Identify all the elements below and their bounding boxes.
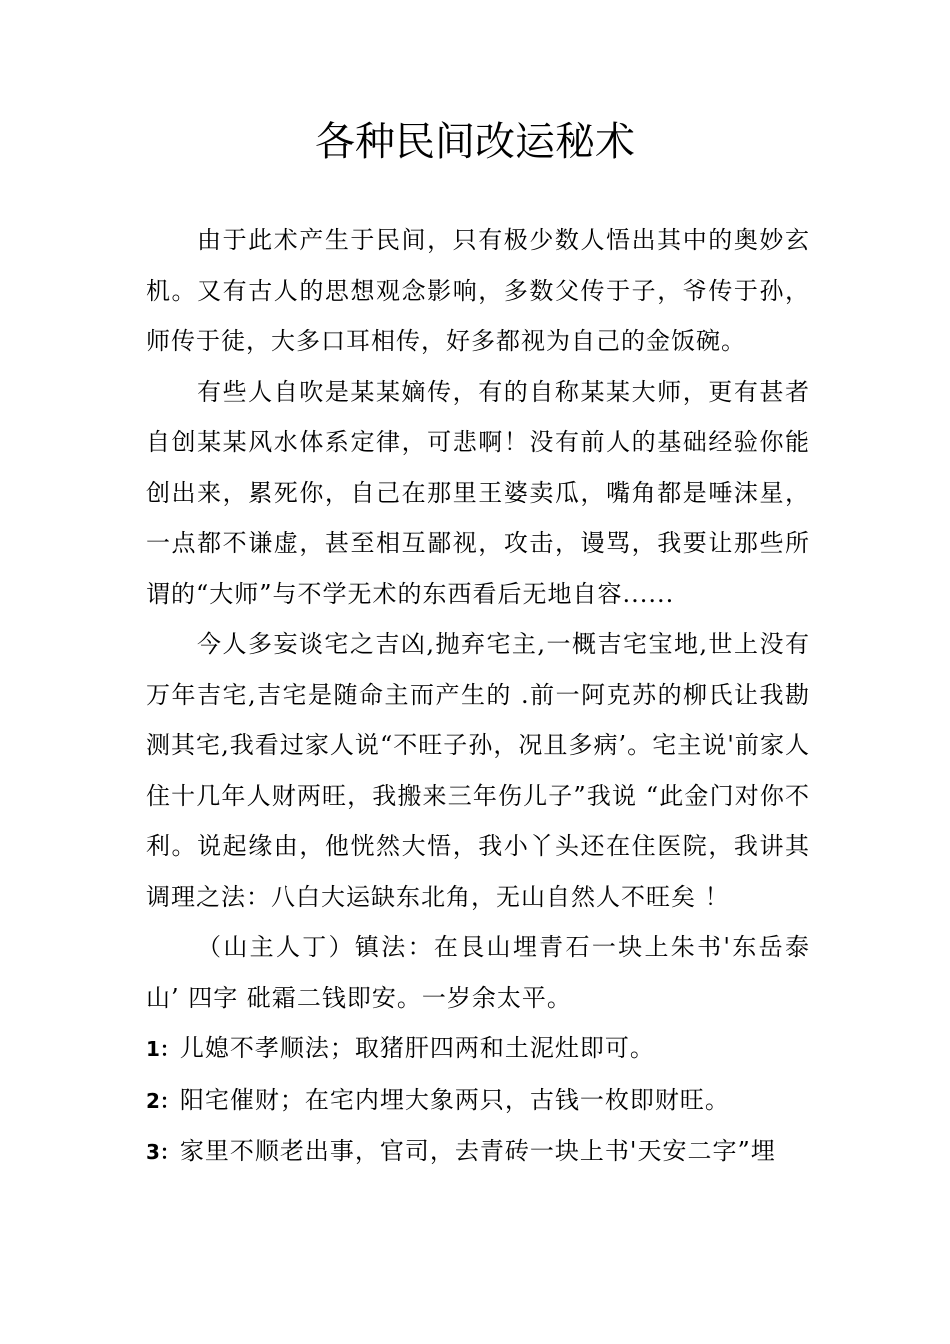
paragraph-case-story: 今人多妄谈宅之吉凶,抛弃宅主,一概吉宅宝地,世上没有万年吉宅,吉宅是随命主而产生的 .前一阿克苏的柳氏让我勘测其宅,我看过家人说“不旺子孙，况且多病’。宅主说'前家人住十几年人财两旺，我搬来三年伤儿子”我说 “此金门对你不利。说起缘由，他恍然大悟，我小丫头还在住医院，我讲其调理之法：八白大运缺东北角，无山自然人不旺矣 ！ [146,630,810,911]
document-title: 各种民间改运秘术 [315,119,635,165]
list-item-text: 阳宅催财；在宅内埋大象两只，古钱一枚即财旺。 [179,1085,730,1114]
list-item-number: 1： [146,1037,180,1061]
list-item-number: 2： [146,1088,180,1113]
paragraph-criticism: 有些人自吹是某某嫡传，有的自称某某大师，更有甚者自创某某风水体系定律，可悲啊！没有前人的基础经验你能创出来，累死你，自己在那里王婆卖瓜，嘴角都是唾沫星，一点都不谦虚，甚至相互鄙视，攻击，谩骂，我要让那些所谓的“大师”与不学无术的东西看后无地自容...... [146,377,810,608]
list-item-text: 儿媳不孝顺法；取猪肝四两和土泥灶即可。 [179,1034,655,1062]
list-item-text: 家里不顺老出事，官司，去青砖一块上书'天安二字”埋 [179,1137,776,1165]
document-body [146,215,810,1178]
list-item-number: 3： [146,1140,180,1164]
list-item [146,1023,810,1075]
list-item [146,1126,810,1178]
list-item [146,1075,810,1127]
paragraph-intro: 由于此术产生于民间，只有极少数人悟出其中的奥妙玄机。又有古人的思想观念影响，多数父传于子，爷传于孙，师传于徒，大多口耳相传，好多都视为自己的金饭碗。 [146,226,810,355]
paragraph-remedy: （山主人丁）镇法：在艮山埋青石一块上朱书'东岳泰山’ 四字 砒霜二钱即安。一岁余太平。 [146,933,810,1012]
